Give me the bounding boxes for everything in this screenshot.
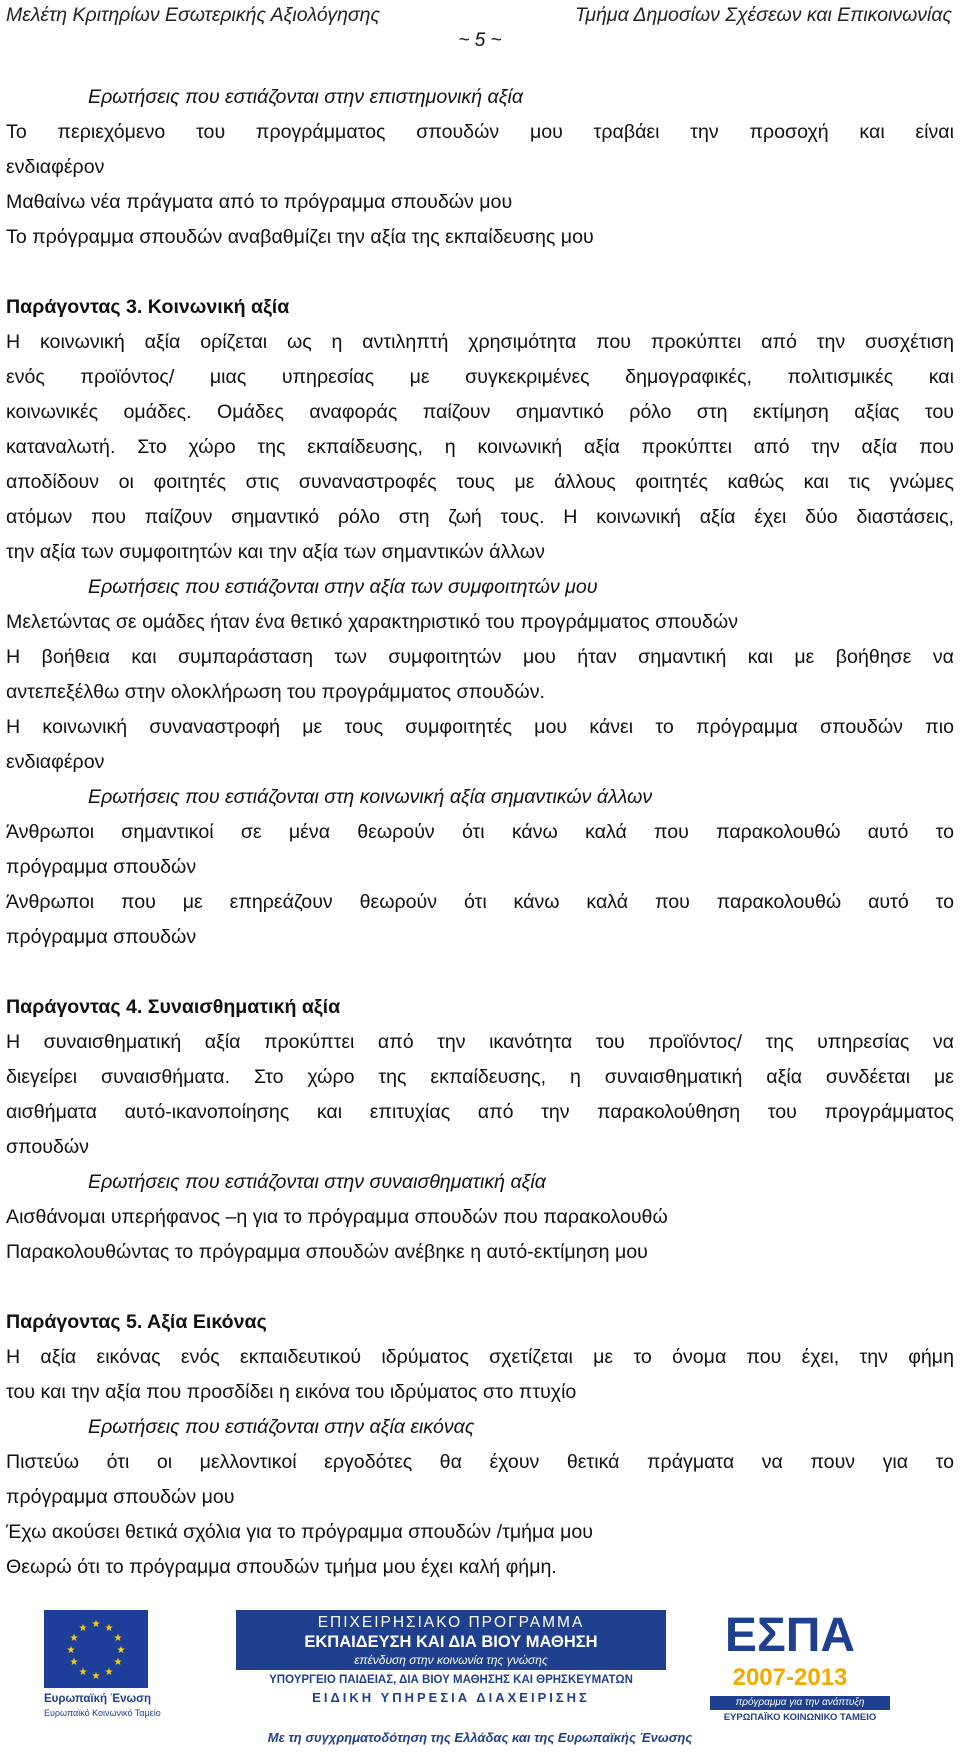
body-line: αποδίδουν οι φοιτητές στις συναναστροφές τους με άλλους φοιτητές καθώς και τις γνώμες: [6, 471, 954, 493]
section-question-heading: Ερωτήσεις που εστιάζονται στην αξία των συμφοιτητών μου: [88, 576, 598, 598]
body-line: διεγείρει συναισθήματα. Στο χώρο της εκπαίδευσης, η συναισθηματική αξία συνδέεται με: [6, 1066, 954, 1088]
body-line: Άνθρωποι που με επηρεάζουν θεωρούν ότι κάνω καλά που παρακολουθώ αυτό το: [6, 891, 954, 913]
body-line: Μαθαίνω νέα πράγματα από το πρόγραμμα σπουδών μου: [6, 191, 513, 213]
body-line: Πιστεύω ότι οι μελλοντικοί εργοδότες θα έχουν θετικά πράγματα να πουν για το: [6, 1451, 954, 1473]
espa-title: ΕΣΠΑ: [724, 1609, 856, 1662]
body-line: πρόγραμμα σπουδών: [6, 856, 197, 878]
body-line: ενδιαφέρον: [6, 751, 105, 773]
espa-slogan: πρόγραμμα για την ανάπτυξη: [710, 1696, 890, 1710]
svg-text:★: ★: [78, 1667, 88, 1678]
espa-fund: ΕΥΡΩΠΑΪΚΟ ΚΟΙΝΩΝΙΚΟ ΤΑΜΕΙΟ: [723, 1712, 877, 1723]
factor-heading-3: Παράγοντας 3. Κοινωνική αξία: [6, 296, 290, 318]
page-number: ~ 5 ~: [458, 30, 502, 51]
esf-name: Ευρωπαϊκό Κοινωνικό Ταμείο: [44, 1708, 161, 1718]
body-line: την αξία των συμφοιτητών και την αξία των σημαντικών άλλων: [6, 541, 545, 563]
factor-heading-5: Παράγοντας 5. Αξία Εικόνας: [6, 1311, 267, 1333]
svg-text:★: ★: [116, 1645, 126, 1656]
body-line: Το πρόγραμμα σπουδών αναβαθμίζει την αξία της εκπαίδευσης μου: [6, 226, 594, 248]
eu-name: Ευρωπαϊκή Ένωση: [44, 1693, 152, 1705]
operational-program-logo: [236, 1610, 666, 1728]
section-question-heading: Ερωτήσεις που εστιάζονται στη κοινωνική αξία σημαντικών άλλων: [88, 786, 653, 808]
svg-text:★: ★: [91, 1619, 101, 1630]
ministry-name: ΥΠΟΥΡΓΕΙΟ ΠΑΙΔΕΙΑΣ, ΔΙΑ ΒΙΟΥ ΜΑΘΗΣΗΣ ΚΑΙ ΘΡΗΣΚΕΥΜΑΤΩΝ: [269, 1674, 633, 1686]
espa-years: 2007-2013: [732, 1664, 848, 1691]
document-body: [6, 80, 954, 1585]
page-header: [6, 4, 952, 32]
body-line: του και την αξία που προσδίδει η εικόνα του ιδρύματος στο πτυχίο: [6, 1381, 577, 1403]
svg-text:★: ★: [69, 1633, 79, 1644]
header-right-title: Τμήμα Δημοσίων Σχέσεων και Επικοινωνίας: [574, 4, 952, 26]
program-title: ΕΠΙΧΕΙΡΗΣΙΑΚΟ ΠΡΟΓΡΑΜΜΑ: [317, 1614, 585, 1631]
section-question-heading: Ερωτήσεις που εστιάζονται στην συναισθηματική αξία: [88, 1171, 546, 1193]
body-line: σπουδών: [6, 1136, 89, 1158]
funding-footer: [0, 1604, 960, 1753]
body-line: καταναλωτή. Στο χώρο της εκπαίδευσης, η κοινωνική αξία προκύπτει από την αξία που: [6, 436, 954, 458]
eu-flag-icon: [44, 1610, 148, 1688]
body-line: Αισθάνομαι υπερήφανος –η για το πρόγραμμα σπουδών που παρακολουθώ: [6, 1206, 668, 1228]
program-subtitle: ΕΚΠΑΙΔΕΥΣΗ ΚΑΙ ΔΙΑ ΒΙΟΥ ΜΑΘΗΣΗ: [304, 1633, 598, 1651]
body-line: Το περιεχόμενο του προγράμματος σπουδών μου τραβάει την προσοχή και είναι: [6, 121, 954, 143]
body-line: αισθήματα αυτό-ικανοποίησης και επιτυχίας από την παρακολούθηση του προγράμματος: [6, 1101, 954, 1123]
body-line: Μελετώντας σε ομάδες ήταν ένα θετικό χαρακτηριστικό του προγράμματος σπουδών: [6, 611, 739, 633]
body-line: Η συναισθηματική αξία προκύπτει από την ικανότητα του προϊόντος/ της υπηρεσίας να: [6, 1031, 954, 1053]
section-question-heading: Ερωτήσεις που εστιάζονται στην επιστημονική αξία: [88, 86, 524, 108]
body-line: Η κοινωνική συναναστροφή με τους συμφοιτητές μου κάνει το πρόγραμμα σπουδών πιο: [6, 716, 954, 738]
body-line: Έχω ακούσει θετικά σχόλια για το πρόγραμμα σπουδών /τμήμα μου: [6, 1521, 593, 1543]
factor-heading-4: Παράγοντας 4. Συναισθηματική αξία: [6, 996, 341, 1018]
eu-caption: [44, 1692, 184, 1720]
eu-logo: [44, 1610, 161, 1722]
svg-text:★: ★: [113, 1657, 123, 1668]
cofinancing-note: Με τη συγχρηματοδότηση της Ελλάδας και της Ευρωπαϊκής Ένωσης: [267, 1730, 693, 1745]
svg-text:★: ★: [104, 1667, 114, 1678]
svg-text:★: ★: [104, 1623, 114, 1634]
header-left-title: Μελέτη Κριτηρίων Εσωτερικής Αξιολόγησης: [6, 4, 380, 26]
body-line: κοινωνικές ομάδες. Ομάδες αναφοράς παίζουν σημαντικό ρόλο στη εκτίμηση αξίας του: [6, 401, 954, 423]
svg-text:★: ★: [66, 1645, 76, 1656]
svg-text:★: ★: [78, 1623, 88, 1634]
espa-logo: [690, 1610, 890, 1728]
svg-text:★: ★: [113, 1633, 123, 1644]
body-line: Η κοινωνική αξία ορίζεται ως η αντιληπτή χρησιμότητα που προκύπτει από την συσχέτιση: [6, 331, 954, 353]
program-slogan: επένδυση στην κοινωνία της γνώσης: [354, 1653, 548, 1667]
body-line: ατόμων που παίζουν σημαντικό ρόλο στη ζωή τους. Η κοινωνική αξία έχει δύο διαστάσεις,: [6, 506, 954, 528]
svg-text:★: ★: [91, 1671, 101, 1682]
body-line: ενδιαφέρον: [6, 156, 105, 178]
svg-text:★: ★: [69, 1657, 79, 1668]
body-line: Θεωρώ ότι το πρόγραμμα σπουδών τμήμα μου έχει καλή φήμη.: [6, 1556, 557, 1578]
management-service: ΕΙΔΙΚΗ ΥΠΗΡΕΣΙΑ ΔΙΑΧΕΙΡΙΣΗΣ: [312, 1690, 590, 1705]
body-line: Η βοήθεια και συμπαράσταση των συμφοιτητών μου ήταν σημαντική και με βοήθησε να: [6, 646, 954, 668]
body-line: πρόγραμμα σπουδών: [6, 926, 197, 948]
body-line: Άνθρωποι σημαντικοί σε μένα θεωρούν ότι κάνω καλά που παρακολουθώ αυτό το: [6, 821, 954, 843]
program-banner: [236, 1610, 666, 1670]
body-line: Η αξία εικόνας ενός εκπαιδευτικού ιδρύματος σχετίζεται με το όνομα που έχει, την φήμη: [6, 1346, 954, 1368]
section-question-heading: Ερωτήσεις που εστιάζονται στην αξία εικόνας: [88, 1416, 475, 1438]
body-line: Παρακολουθώντας το πρόγραμμα σπουδών ανέβηκε η αυτό-εκτίμηση μου: [6, 1241, 648, 1263]
body-line: ενός προϊόντος/ μιας υπηρεσίας με συγκεκριμένες δημογραφικές, πολιτισμικές και: [6, 366, 954, 388]
body-line: αντεπεξέλθω στην ολοκλήρωση του προγράμματος σπουδών.: [6, 681, 545, 703]
body-line: πρόγραμμα σπουδών μου: [6, 1486, 235, 1508]
